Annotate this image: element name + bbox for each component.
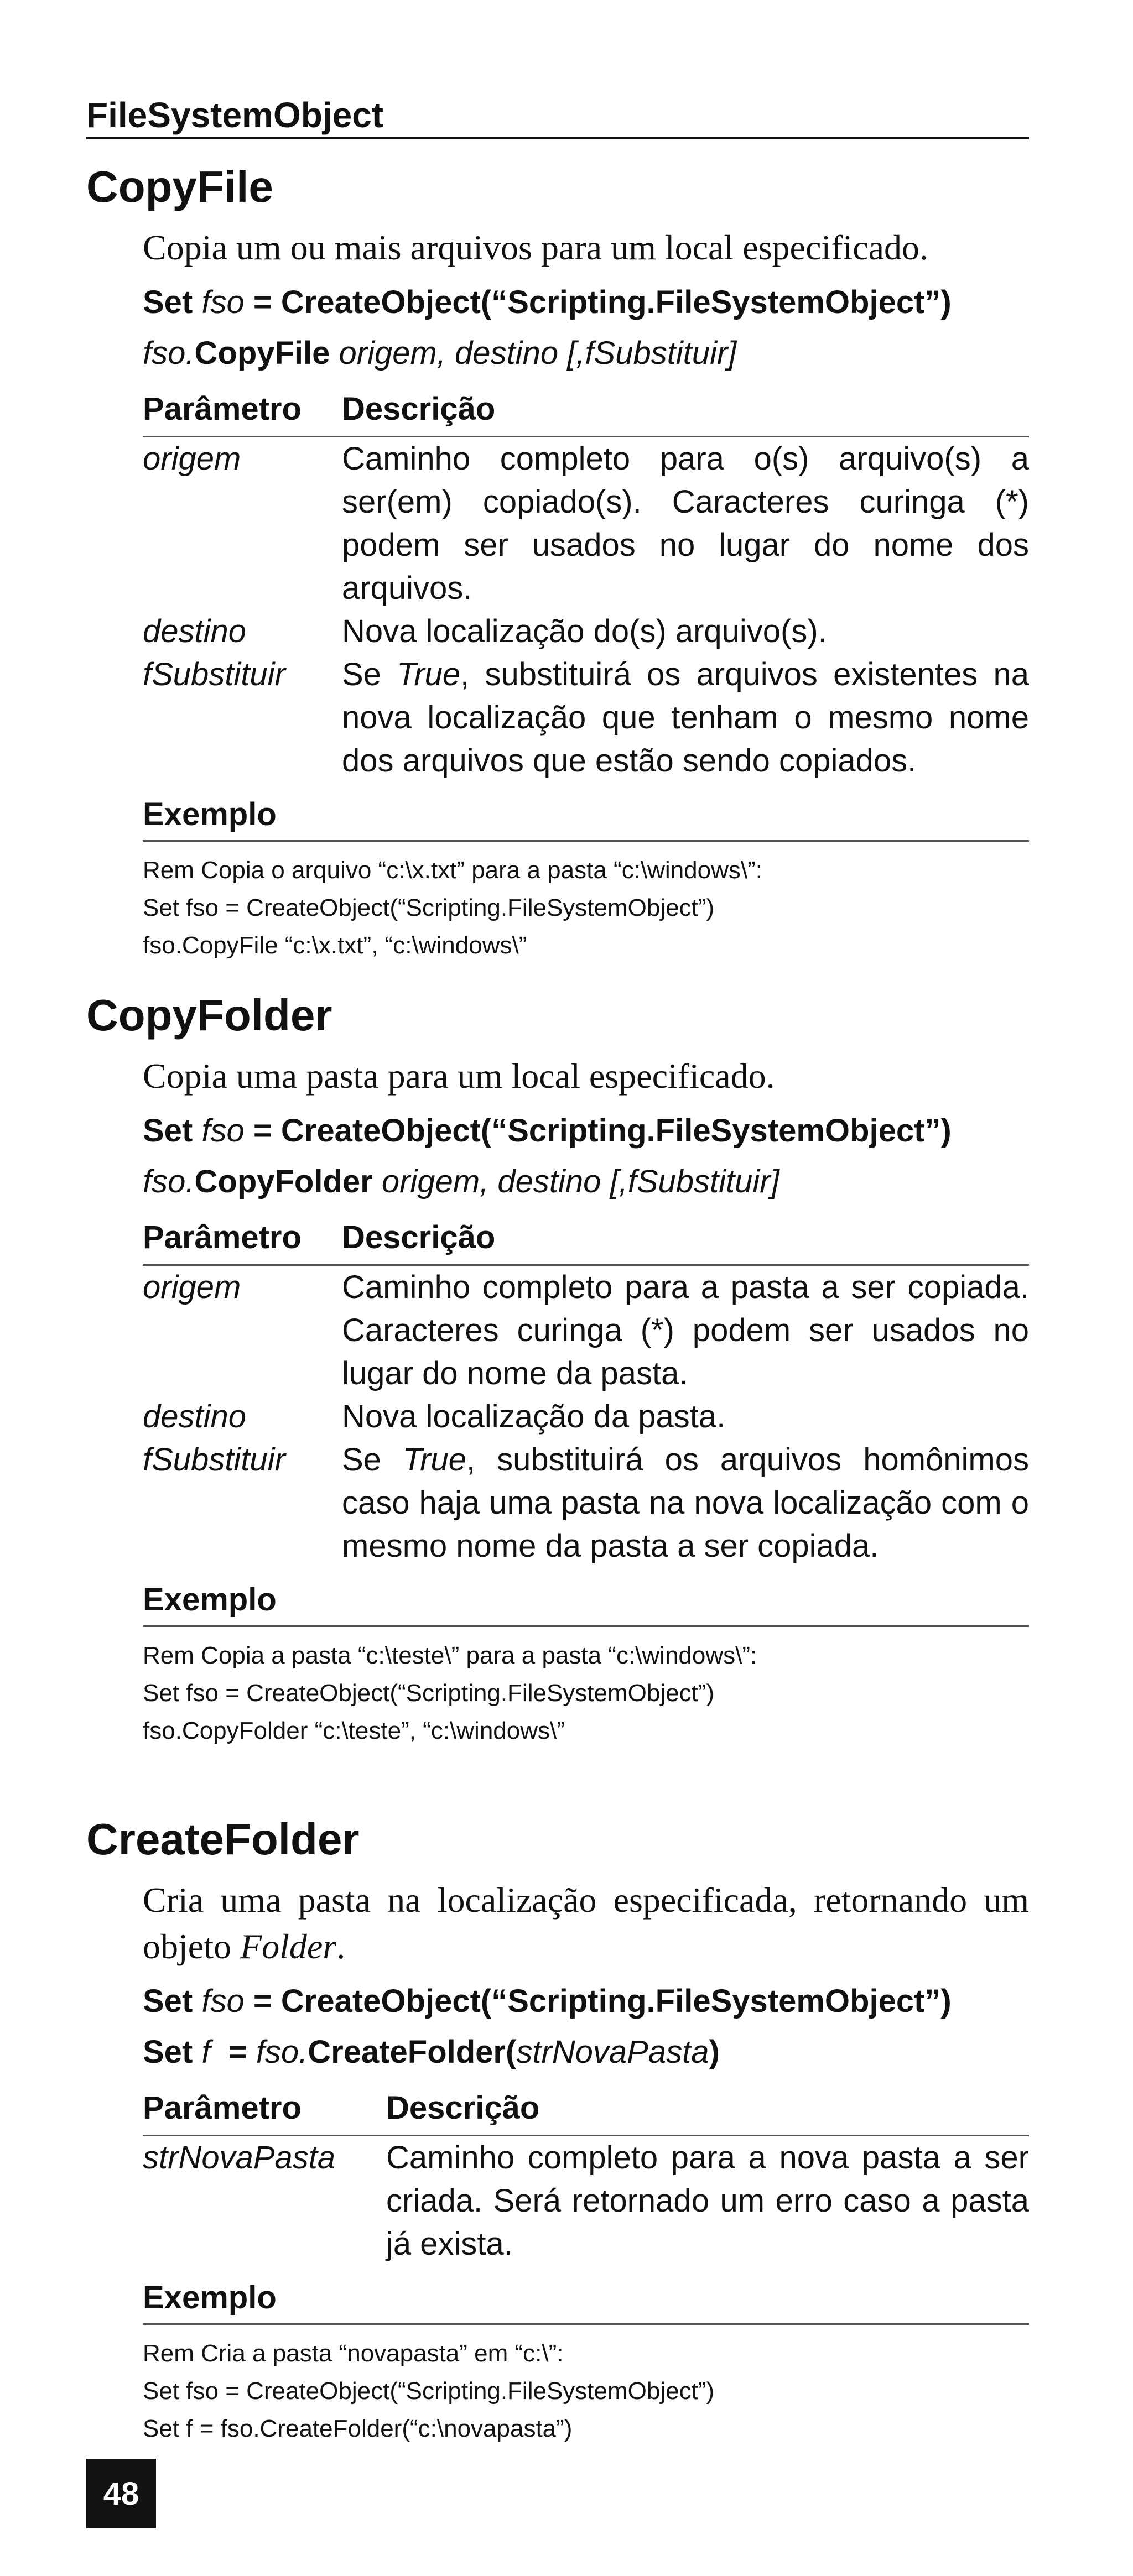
code-line: Rem Copia o arquivo “c:\x.txt” para a pasta “c:\windows\”: <box>143 857 762 884</box>
section-copyfile <box>86 160 1029 964</box>
param-name: fSubstituir <box>143 656 285 692</box>
description-column-header: Descrição <box>386 2090 540 2126</box>
desc-text: Se <box>342 656 397 692</box>
description-column-header: Descrição <box>342 391 496 427</box>
syntax-expression: = CreateObject(“Scripting.FileSystemObject”) <box>244 1113 952 1149</box>
syntax-variable: f <box>201 2034 211 2070</box>
code-line: fso.CopyFolder “c:\teste”, “c:\windows\” <box>143 1717 565 1744</box>
syntax-variable: fso <box>201 1983 245 2019</box>
param-description: Nova localização da pasta. <box>342 1399 726 1435</box>
syntax-line <box>143 1162 1029 1201</box>
example-heading: Exemplo <box>143 1580 1029 1627</box>
section-description <box>143 1877 1029 1970</box>
syntax-variable: fso <box>201 284 245 320</box>
syntax-object: fso. <box>143 335 195 371</box>
param-row <box>143 2136 1029 2266</box>
lead-text: Cria uma pasta na localização especificada, retornando um objeto <box>143 1880 1029 1966</box>
desc-emphasis: True <box>403 1442 466 1478</box>
description-column-header: Descrição <box>342 1219 496 1255</box>
param-name: strNovaPasta <box>143 2140 336 2176</box>
code-line: fso.CopyFile “c:\x.txt”, “c:\windows\” <box>143 932 527 959</box>
param-table-header <box>143 2088 1029 2136</box>
syntax-object: fso. <box>256 2034 308 2070</box>
param-name: destino <box>143 1399 247 1435</box>
syntax-argument: strNovaPasta <box>516 2034 709 2070</box>
syntax-method: CopyFolder <box>194 1164 373 1200</box>
desc-text: , substituirá os arquivos homônimos caso haja uma pasta na nova localização com o mesmo nome da pasta a ser copiada. <box>342 1442 1029 1564</box>
syntax-keyword: Set <box>143 284 193 320</box>
section-createfolder <box>86 1813 1029 2448</box>
lead-text: . <box>336 1927 346 1966</box>
param-description: Nova localização do(s) arquivo(s). <box>342 613 827 649</box>
code-line: Set fso = CreateObject(“Scripting.FileSystemObject”) <box>143 2377 715 2405</box>
param-row <box>143 1395 1029 1438</box>
code-example <box>143 1637 1029 1750</box>
param-description: Caminho completo para a pasta a ser copiada. Caracteres curinga (*) podem ser usados no lugar do nome da pasta. <box>342 1269 1029 1391</box>
section-description: Copia um ou mais arquivos para um local especificado. <box>143 228 929 267</box>
param-description: Caminho completo para o(s) arquivo(s) a ser(em) copiado(s). Caracteres curinga (*) podem ser usados no lugar do nome dos arquivos. <box>342 441 1029 606</box>
syntax-line <box>143 1982 1029 2021</box>
desc-text: , substituirá os arquivos existentes na nova localização que tenham o mesmo nome dos arquivos que estão sendo copiados. <box>342 656 1030 779</box>
desc-emphasis: True <box>397 656 461 692</box>
section-copyfolder <box>86 989 1029 1750</box>
desc-text: Se <box>342 1442 403 1478</box>
param-column-header: Parâmetro <box>143 1219 302 1255</box>
syntax-line <box>143 1112 1029 1150</box>
syntax-keyword: Set <box>143 2034 193 2070</box>
page-number: 48 <box>86 2459 156 2528</box>
syntax-line <box>143 334 1029 373</box>
param-row <box>143 1266 1029 1395</box>
example-heading: Exemplo <box>143 2278 1029 2325</box>
param-row <box>143 653 1029 783</box>
example-heading: Exemplo <box>143 795 1029 842</box>
syntax-arguments: origem, destino [,fSubstituir] <box>372 1164 779 1200</box>
section-title: CreateFolder <box>86 1814 360 1864</box>
syntax-line <box>143 283 1029 322</box>
param-row <box>143 610 1029 653</box>
param-column-header: Parâmetro <box>143 391 302 427</box>
syntax-line <box>143 2033 1029 2072</box>
code-example <box>143 2335 1029 2448</box>
param-row <box>143 1438 1029 1568</box>
code-line: Set f = fso.CreateFolder(“c:\novapasta”) <box>143 2415 573 2442</box>
code-line: Rem Copia a pasta “c:\teste\” para a pasta “c:\windows\”: <box>143 1642 757 1669</box>
param-name: fSubstituir <box>143 1442 285 1478</box>
code-line: Set fso = CreateObject(“Scripting.FileSystemObject”) <box>143 894 715 921</box>
syntax-keyword: Set <box>143 1113 193 1149</box>
param-name: origem <box>143 441 241 477</box>
param-row <box>143 437 1029 610</box>
code-line: Rem Cria a pasta “novapasta” em “c:\”: <box>143 2340 564 2367</box>
running-header: FileSystemObject <box>86 94 1029 139</box>
syntax-expression: = CreateObject(“Scripting.FileSystemObject”) <box>244 1983 952 2019</box>
param-name: destino <box>143 613 247 649</box>
syntax-keyword: Set <box>143 1983 193 2019</box>
param-table-header <box>143 389 1029 437</box>
code-example <box>143 852 1029 964</box>
section-description: Copia uma pasta para um local especificado. <box>143 1056 775 1096</box>
param-table-header <box>143 1218 1029 1266</box>
syntax-expression: = CreateObject(“Scripting.FileSystemObject”) <box>244 284 952 320</box>
syntax-method: CopyFile <box>194 335 330 371</box>
param-description <box>342 653 1029 783</box>
param-column-header: Parâmetro <box>143 2090 302 2126</box>
lead-emphasis: Folder <box>240 1927 337 1966</box>
section-title: CopyFile <box>86 162 273 211</box>
param-description <box>342 1438 1029 1568</box>
syntax-close: ) <box>709 2034 720 2070</box>
code-line: Set fso = CreateObject(“Scripting.FileSystemObject”) <box>143 1680 715 1707</box>
section-title: CopyFolder <box>86 990 332 1040</box>
syntax-arguments: origem, destino [,fSubstituir] <box>330 335 737 371</box>
param-description: Caminho completo para a nova pasta a ser criada. Será retornado um erro caso a pasta já exista. <box>386 2140 1029 2262</box>
syntax-object: fso. <box>143 1164 195 1200</box>
syntax-method: CreateFolder( <box>308 2034 517 2070</box>
syntax-variable: fso <box>201 1113 245 1149</box>
syntax-equals: = <box>210 2034 256 2070</box>
param-name: origem <box>143 1269 241 1305</box>
